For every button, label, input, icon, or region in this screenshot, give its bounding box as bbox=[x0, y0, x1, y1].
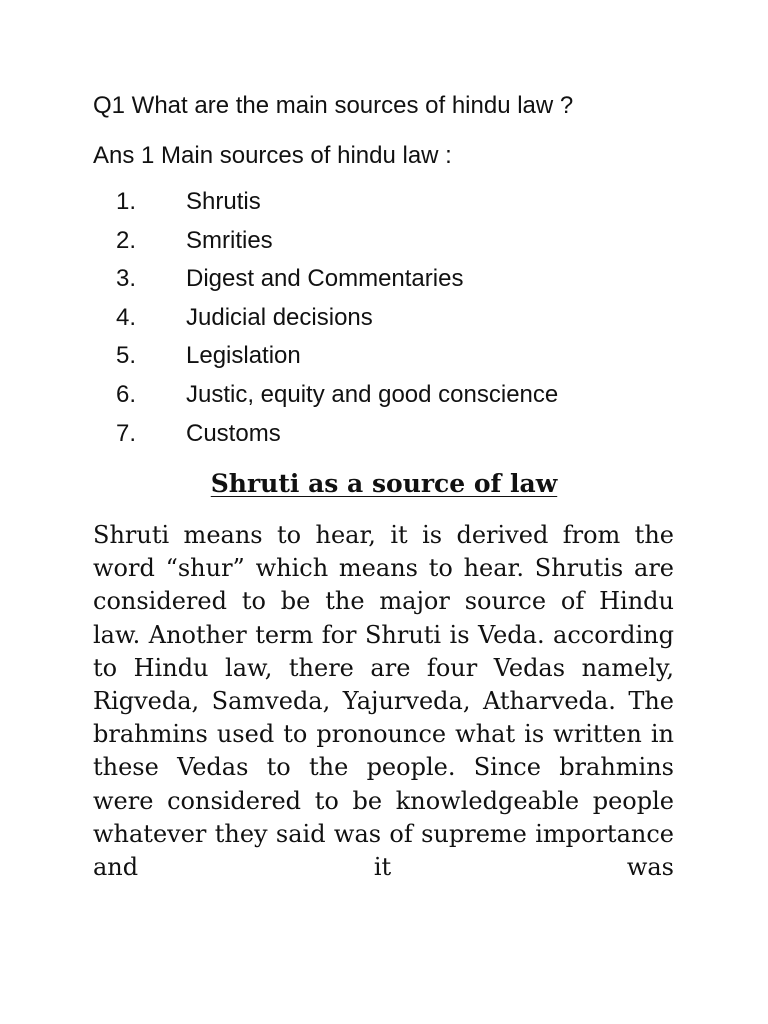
list-item-number: 4. bbox=[116, 303, 137, 331]
list-item-number: 2. bbox=[116, 226, 137, 254]
question-heading: Q1 What are the main sources of hindu law ? bbox=[93, 92, 574, 119]
body-paragraph: Shruti means to hear, it is derived from the word “shur” which means to hear. Shrutis are considered to be the major source of Hindu law. Another term for Shruti is Veda. according to Hindu law, there are four Vedas namely, Rigveda, Samveda, Yajurveda, Atharveda. The brahmins used to pronounce what is written in these Vedas to the people. Since brahmins were considered to be knowledgeable people whatever they said was of supreme importance and it was bbox=[93, 521, 674, 882]
list-item-text: Justic, equity and good conscience bbox=[186, 380, 559, 408]
list-item-text: Smrities bbox=[186, 226, 273, 254]
list-item-text: Customs bbox=[186, 419, 281, 447]
list-item-number: 7. bbox=[116, 419, 137, 447]
list-item-number: 6. bbox=[116, 380, 137, 408]
list-item-text: Judicial decisions bbox=[186, 303, 373, 331]
list-item-number: 5. bbox=[116, 342, 137, 370]
list-item-text: Legislation bbox=[186, 342, 301, 370]
section-heading: Shruti as a source of law bbox=[210, 469, 558, 498]
list-item-number: 1. bbox=[116, 188, 137, 215]
list-item-text: Shrutis bbox=[186, 188, 261, 215]
list-item-text: Digest and Commentaries bbox=[186, 265, 464, 293]
list-item-number: 3. bbox=[116, 265, 137, 293]
answer-intro: Ans 1 Main sources of hindu law : bbox=[93, 142, 452, 169]
